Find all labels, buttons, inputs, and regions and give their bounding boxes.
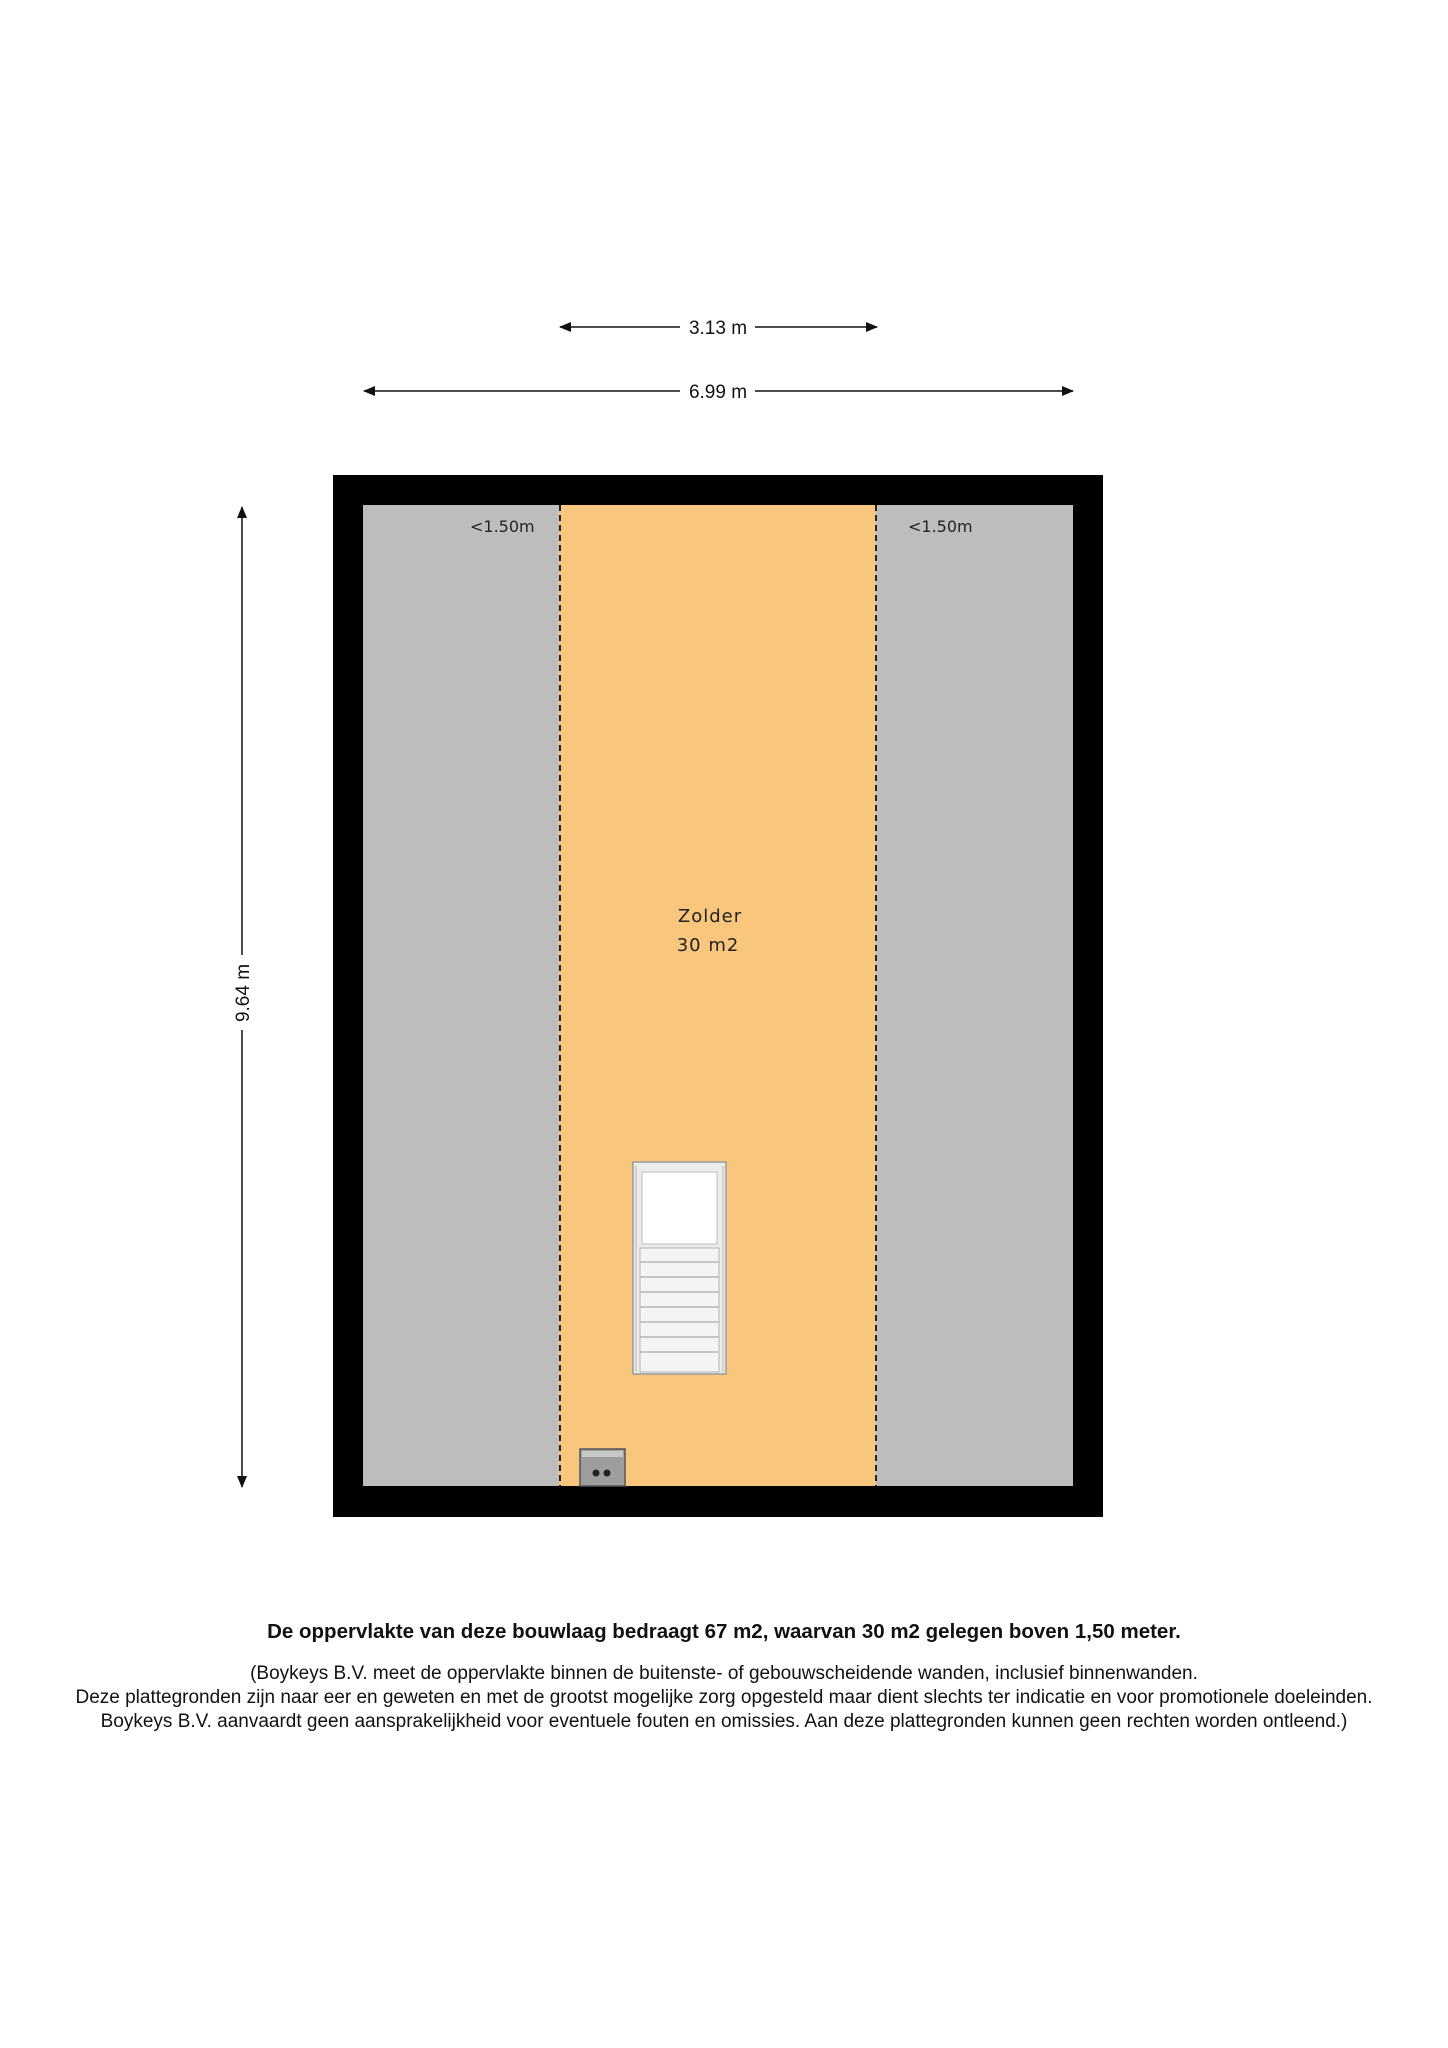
disclaimer-line: Deze plattegronden zijn naar eer en geweten en met de grootst mogelijke zorg opgesteld maar dient slechts ter indicatie en voor promotionele doeleinden. (75, 1687, 1373, 1708)
low-height-label-right: <1.50m (908, 517, 973, 536)
low-height-label-left: <1.50m (470, 517, 535, 536)
disclaimer-line: Boykeys B.V. aanvaardt geen aansprakelijkheid voor eventuele fouten en omissies. Aan deze plattegronden kunnen geen rechten worden ontleend.) (100, 1711, 1348, 1732)
dimension-depth-label: 9.64 m (233, 963, 254, 1023)
low-height-zone-right (876, 505, 1073, 1486)
disclaimer (0, 1662, 1448, 1734)
low-height-zone-left (363, 505, 559, 1486)
vent-unit (580, 1449, 625, 1486)
dimension-outer-width (364, 382, 1073, 403)
staircase (633, 1162, 726, 1374)
area-summary: De oppervlakte van deze bouwlaag bedraagt 67 m2, waarvan 30 m2 gelegen boven 1,50 meter. (267, 1620, 1181, 1643)
disclaimer-line: (Boykeys B.V. meet de oppervlakte binnen de buitenste- of gebouwscheidende wanden, inclusief binnenwanden. (250, 1663, 1198, 1684)
room-area: 30 m2 (676, 935, 740, 956)
dimension-outer-width-label: 6.99 m (688, 382, 748, 403)
stair-opening (642, 1172, 717, 1244)
room-name: Zolder (677, 906, 743, 927)
dimension-inner-width (560, 318, 877, 339)
dimension-depth (233, 507, 254, 1487)
dimension-inner-width-label: 3.13 m (688, 318, 748, 339)
